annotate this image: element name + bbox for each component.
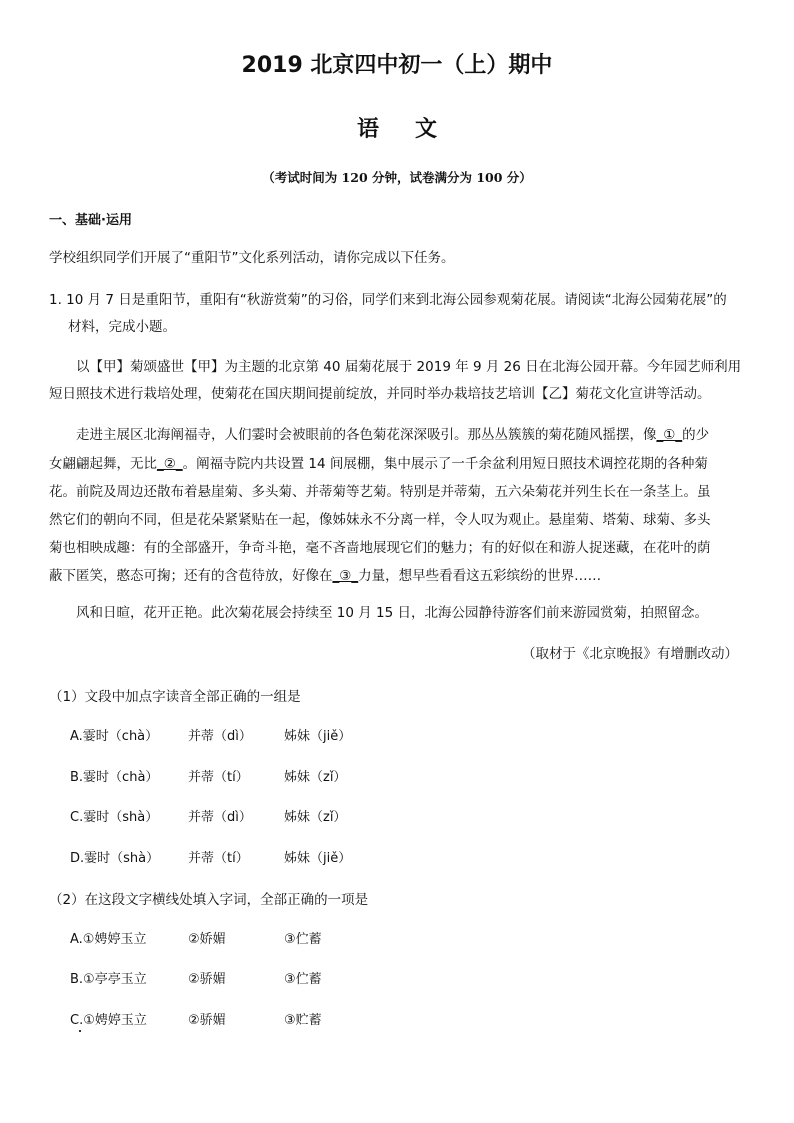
option-text: C.①娉婷玉立 <box>70 1013 147 1028</box>
passage-text: 力量，想早些看看这五彩缤纷的世界…… <box>358 568 602 584</box>
option-text: 姊妹（zǐ） <box>284 810 347 825</box>
option-text: B.霎时（chà） <box>70 770 159 785</box>
option-1a <box>70 725 351 744</box>
passage-text: 蔽下匿笑，憨态可掬；还有的含苞待放，好像在 <box>49 568 333 584</box>
option-text: ②骄媚 <box>188 972 226 987</box>
passage-p2-line5: 菊也相映成趣：有的全部盛开，争奇斗艳，毫不吝啬地展现它们的魅力；有的好似在和游人捉迷藏，在花叶的荫 <box>49 540 711 556</box>
option-text: 并蒂（tí） <box>188 851 249 866</box>
question-1-2-stem: （2）在这段文字横线处填入字词，全部正确的一项是 <box>49 892 369 908</box>
option-1d <box>70 847 351 866</box>
option-text: 并蒂（dì） <box>188 729 252 744</box>
section-intro: 学校组织同学们开展了“重阳节”文化系列活动，请你完成以下任务。 <box>49 250 455 266</box>
option-text: A.①娉婷玉立 <box>70 932 147 947</box>
option-text: C.霎时（shà） <box>70 810 159 825</box>
passage-text: 走进主展区北海阐福寺，人们霎时会被眼前的各色菊花深深吸引。那丛丛簇簇的菊花随风摇摆，像 <box>76 427 657 443</box>
option-text: 姊妹（jiě） <box>284 729 352 744</box>
question-1-stem: 1. 10 月 7 日是重阳节，重阳有“秋游赏菊”的习俗，同学们来到北海公园参观菊花展。请阅读“北海公园菊花展”的 <box>49 292 727 308</box>
passage-text: 的少 <box>682 427 710 443</box>
option-1b <box>70 766 346 785</box>
option-text: ③贮蓄 <box>284 1013 322 1028</box>
exam-note: （考试时间为 120 分钟，试卷满分为 100 分） <box>262 170 532 185</box>
passage-p2-line1 <box>76 425 709 445</box>
option-text: B.①亭亭玉立 <box>70 972 147 987</box>
passage-text: 女翩翩起舞，无比 <box>49 456 157 472</box>
question-1-stem-cont: 材料，完成小题。 <box>68 319 176 335</box>
option-2b <box>70 968 322 987</box>
passage-source: （取材于《北京晚报》有增删改动） <box>522 646 738 662</box>
blank-3: _③_ <box>332 568 359 584</box>
blank-2: _②_ <box>157 456 183 472</box>
option-text: A.霎时（chà） <box>70 729 159 744</box>
subject-title: 语文 <box>356 117 473 142</box>
option-text: ②娇媚 <box>188 932 226 947</box>
option-text: ③伫蓄 <box>284 972 322 987</box>
option-text: 并蒂（tí） <box>188 770 249 785</box>
question-1-1-stem: （1）文段中加点字读音全部正确的一组是 <box>49 689 301 705</box>
option-1c <box>70 806 346 825</box>
option-text: ③伫蓄 <box>284 932 322 947</box>
section-heading: 一、基础·运用 <box>49 213 132 228</box>
passage-p2-line2 <box>49 454 708 474</box>
option-text: 姊妹（zǐ） <box>284 770 347 785</box>
blank-1: _①_ <box>656 427 683 443</box>
passage-p2-line4: 然它们的朝向不同，但是花朵紧紧贴在一起，像姊妹永不分离一样，令人叹为观止。悬崖菊、塔菊、球菊、多头 <box>49 512 711 528</box>
passage-text: 。阐福寺院内共设置 14 间展棚，集中展示了一千余盆利用短日照技术调控花期的各种菊 <box>182 456 708 472</box>
option-text: 并蒂（dì） <box>188 810 252 825</box>
option-text: 姊妹（jiě） <box>284 851 352 866</box>
stray-dot-mark <box>79 1030 81 1032</box>
passage-p2-line3: 花。前院及周边还散布着悬崖菊、多头菊、并蒂菊等艺菊。特别是并蒂菊，五六朵菊花并列生长在一条茎上。虽 <box>49 484 711 500</box>
option-text: ②骄媚 <box>188 1013 226 1028</box>
option-2c <box>70 1009 322 1028</box>
option-text: D.霎时（shà） <box>70 851 160 866</box>
option-2a <box>70 928 322 947</box>
passage-p2-line6 <box>49 566 601 586</box>
passage-p3: 风和日暄，花开正艳。此次菊花展会持续至 10 月 15 日，北海公园静待游客们前来游园赏菊，拍照留念。 <box>76 605 709 621</box>
page-title: 2019 北京四中初一（上）期中 <box>241 53 553 78</box>
passage-p1-line1: 以【甲】菊颂盛世【甲】为主题的北京第 40 届菊花展于 2019 年 9 月 26 日在北海公园开幕。今年园艺师利用 <box>76 359 742 375</box>
passage-p1-line2: 短日照技术进行栽培处理，使菊花在国庆期间提前绽放，并同时举办栽培技艺培训【乙】菊花文化宣讲等活动。 <box>49 386 711 402</box>
